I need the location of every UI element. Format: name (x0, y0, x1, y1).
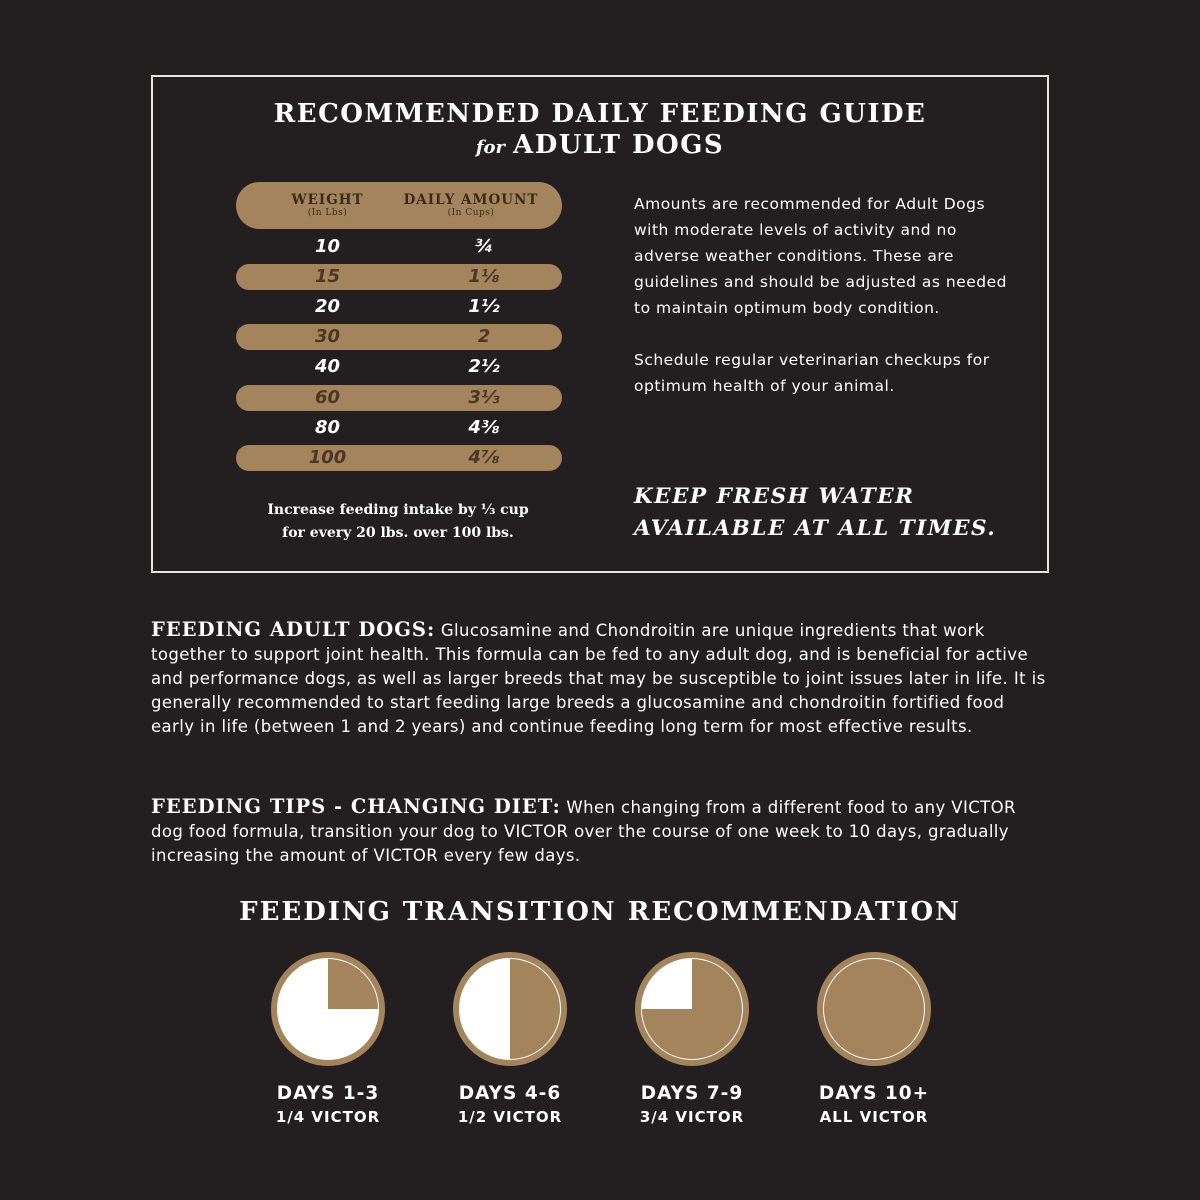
amount-header-label: DAILY AMOUNT (403, 192, 539, 208)
stage-days: DAYS 7-9 (640, 1083, 744, 1104)
quarter-pie-icon (271, 952, 385, 1066)
guide-subtitle-text: ADULT DOGS (513, 130, 725, 160)
amount-header-unit: (In Cups) (447, 208, 495, 218)
weight-cell: 15 (314, 266, 341, 287)
amount-cell: 2½ (468, 356, 500, 377)
amount-cell: 3⅓ (468, 387, 500, 408)
water-note (634, 481, 1034, 545)
feeding-tips-heading: FEEDING TIPS - CHANGING DIET: (151, 795, 561, 818)
feeding-tips-text: When changing from a different food to any VICTOR dog food formula, transition your dog to VICTOR over the course of one week to 10 days, gradually increasing the amount of VICTOR every few days. (151, 798, 1016, 865)
water-note-line1: KEEP FRESH WATER (634, 484, 915, 509)
full-pie-icon (817, 952, 931, 1066)
guide-subtitle (153, 130, 1047, 163)
weight-header-label: WEIGHT (291, 192, 364, 208)
weight-cell: 30 (314, 326, 341, 347)
weight-cell: 10 (314, 236, 341, 257)
amount-cell: 1⅛ (468, 266, 500, 287)
guide-description (634, 191, 1024, 425)
table-row (236, 353, 562, 381)
amount-cell: 4⅜ (468, 417, 500, 438)
weight-cell: 40 (314, 356, 341, 377)
stage-days: DAYS 4-6 (458, 1083, 562, 1104)
amount-cell: ¾ (474, 236, 494, 257)
overweight-note (213, 499, 583, 545)
guide-subtitle-prefix: for (475, 137, 506, 158)
stage-label: ALL VICTOR (819, 1108, 929, 1126)
table-row (236, 385, 562, 411)
table-row (236, 445, 562, 471)
transition-stage (784, 952, 964, 1142)
table-row (236, 264, 562, 290)
guide-description-paragraph: Schedule regular veterinarian checkups for optimum health of your animal. (634, 351, 990, 395)
weight-cell: 100 (308, 447, 347, 468)
table-row (236, 324, 562, 350)
stage-days: DAYS 10+ (818, 1083, 930, 1104)
stage-days: DAYS 1-3 (276, 1083, 380, 1104)
transition-stage (602, 952, 782, 1142)
feeding-guide-box (151, 75, 1049, 573)
feeding-tips-section (151, 795, 1051, 868)
weight-column-header (236, 192, 419, 219)
half-pie-icon (453, 952, 567, 1066)
amount-cell: 2 (477, 326, 491, 347)
weight-header-unit: (In Lbs) (307, 208, 348, 218)
table-row (236, 233, 562, 261)
water-note-line2: AVAILABLE AT ALL TIMES. (634, 516, 997, 541)
amount-column-header (396, 192, 546, 219)
amount-cell: 1½ (468, 296, 500, 317)
stage-label: 3/4 VICTOR (639, 1108, 745, 1126)
feeding-adult-heading: FEEDING ADULT DOGS: (151, 618, 436, 641)
table-header (236, 182, 562, 229)
transition-stage (420, 952, 600, 1142)
overweight-note-line2: for every 20 lbs. over 100 lbs. (282, 525, 514, 541)
overweight-note-line1: Increase feeding intake by ⅓ cup (267, 502, 529, 518)
feeding-adult-text: Glucosamine and Chondroitin are unique ingredients that work together to support joint health. This formula can be fed to any adult dog, and is beneficial for active and performance dogs, as well as larger breeds that may be susceptible to joint issues later in life. It is generally recommended to start feeding large breeds a glucosamine and chondroitin fortified food early in life (between 1 and 2 years) and continue feeding long term for most effective results. (151, 621, 1046, 736)
guide-title: RECOMMENDED DAILY FEEDING GUIDE (273, 99, 927, 129)
transition-stage (238, 952, 418, 1142)
table-row (236, 414, 562, 442)
weight-cell: 20 (314, 296, 341, 317)
table-row (236, 293, 562, 321)
transition-title: FEEDING TRANSITION RECOMMENDATION (239, 897, 961, 927)
stage-label: 1/4 VICTOR (275, 1108, 381, 1126)
amount-cell: 4⅞ (468, 447, 500, 468)
weight-cell: 60 (314, 387, 341, 408)
feeding-adult-section (151, 618, 1051, 739)
guide-description-paragraph: Amounts are recommended for Adult Dogs with moderate levels of activity and no adverse weather conditions. These are guidelines and should be adjusted as needed to maintain optimum body condition. (634, 195, 1008, 317)
three-quarter-pie-icon (635, 952, 749, 1066)
stage-label: 1/2 VICTOR (457, 1108, 563, 1126)
weight-cell: 80 (314, 417, 341, 438)
